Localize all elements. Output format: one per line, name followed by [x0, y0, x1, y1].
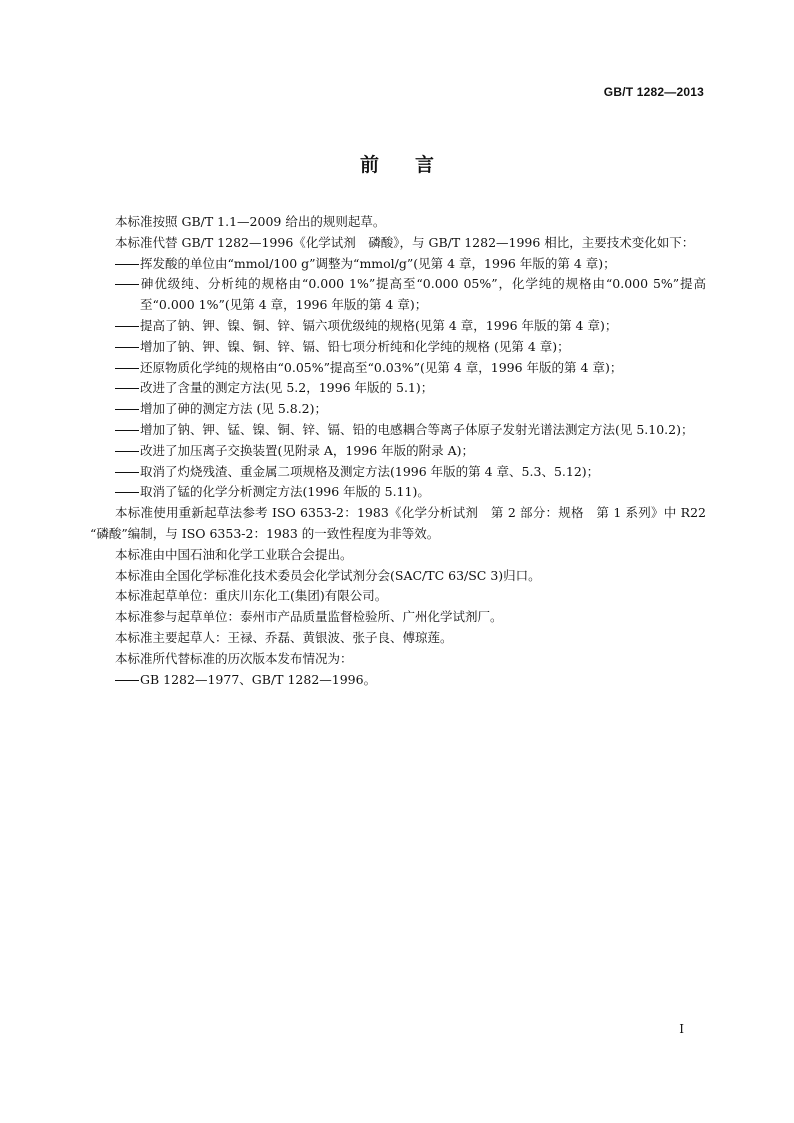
paragraph-drafting-unit: 本标准起草单位：重庆川东化工(集团)有限公司。 — [115, 588, 388, 604]
paragraph-drafting-rules: 本标准按照 GB/T 1.1—2009 给出的规则起草。 — [115, 214, 386, 229]
dash-marker — [115, 368, 139, 369]
paragraph-drafters: 本标准主要起草人：王禄、乔磊、黄银波、张子良、傅琼莲。 — [115, 629, 453, 645]
list-item: GB 1282—1977、GB/T 1282—1996。 — [90, 670, 706, 691]
dash-marker — [115, 347, 139, 348]
dash-marker — [115, 430, 139, 431]
page-number: Ⅰ — [679, 1022, 684, 1036]
dash-marker — [115, 284, 139, 285]
page-title: 前言 — [359, 154, 470, 176]
dash-marker — [115, 409, 139, 410]
paragraph-replacement: 本标准代替 GB/T 1282—1996《化学试剂 磷酸》，与 GB/T 1282—1996 相比，主要技术变化如下： — [115, 234, 695, 250]
paragraph-history-intro: 本标准所代替标准的历次版本发布情况为： — [115, 650, 353, 666]
list-item: 增加了钠、钾、镍、铜、锌、镉、铅七项分析纯和化学纯的规格 (见第 4 章)； — [90, 337, 706, 358]
list-item: 取消了锰的化学分析测定方法(1996 年版的 5.11)。 — [90, 482, 706, 503]
dash-marker — [115, 388, 139, 389]
paragraph-committee: 本标准由全国化学标准化技术委员会化学试剂分会(SAC/TC 63/SC 3)归口。 — [115, 567, 541, 583]
paragraph-proposer: 本标准由中国石油和化学工业联合会提出。 — [115, 546, 353, 562]
list-item: 取消了灼烧残渣、重金属二项规格及测定方法(1996 年版的第 4 章、5.3、5.12)； — [90, 462, 706, 483]
dash-marker — [115, 492, 139, 493]
paragraph-participating-units: 本标准参与起草单位：泰州市产品质量监督检验所、广州化学试剂厂。 — [115, 609, 503, 625]
dash-marker — [115, 472, 139, 473]
dash-marker — [115, 264, 139, 265]
list-item: 提高了钠、钾、镍、铜、锌、镉六项优级纯的规格(见第 4 章，1996 年版的第 4 章)； — [90, 316, 706, 337]
dash-marker — [115, 451, 139, 452]
foreword-body — [90, 212, 706, 690]
dash-marker — [115, 680, 139, 681]
list-item: 增加了砷的测定方法 (见 5.8.2)； — [90, 399, 706, 420]
paragraph-iso-reference: 本标准使用重新起草法参考 ISO 6353-2：1983《化学分析试剂 第 2 部分：规格 第 1 系列》中 R22 “磷酸”编制，与 ISO 6353-2：1983 的一致性程度为非等效。 — [90, 505, 706, 541]
list-item: 增加了钠、钾、锰、镍、铜、锌、镉、铅的电感耦合等离子体原子发射光谱法测定方法(见 5.10.2)； — [90, 420, 706, 441]
list-item: 挥发酸的单位由“mmol/100 g”调整为“mmol/g”(见第 4 章，1996 年版的第 4 章)； — [90, 254, 706, 275]
standard-code: GB/T 1282—2013 — [603, 85, 704, 99]
dash-marker — [115, 326, 139, 327]
list-item: 改进了加压离子交换装置(见附录 A，1996 年版的附录 A)； — [90, 441, 706, 462]
list-item: 改进了含量的测定方法(见 5.2，1996 年版的 5.1)； — [90, 378, 706, 399]
list-item: 砷优级纯、分析纯的规格由“0.000 1%”提高至“0.000 05%”，化学纯的规格由“0.000 5%”提高至“0.000 1%”(见第 4 章，1996 年版的第 4 章)； — [90, 274, 706, 316]
list-item: 还原物质化学纯的规格由“0.05%”提高至“0.03%”(见第 4 章，1996 年版的第 4 章)； — [90, 358, 706, 379]
